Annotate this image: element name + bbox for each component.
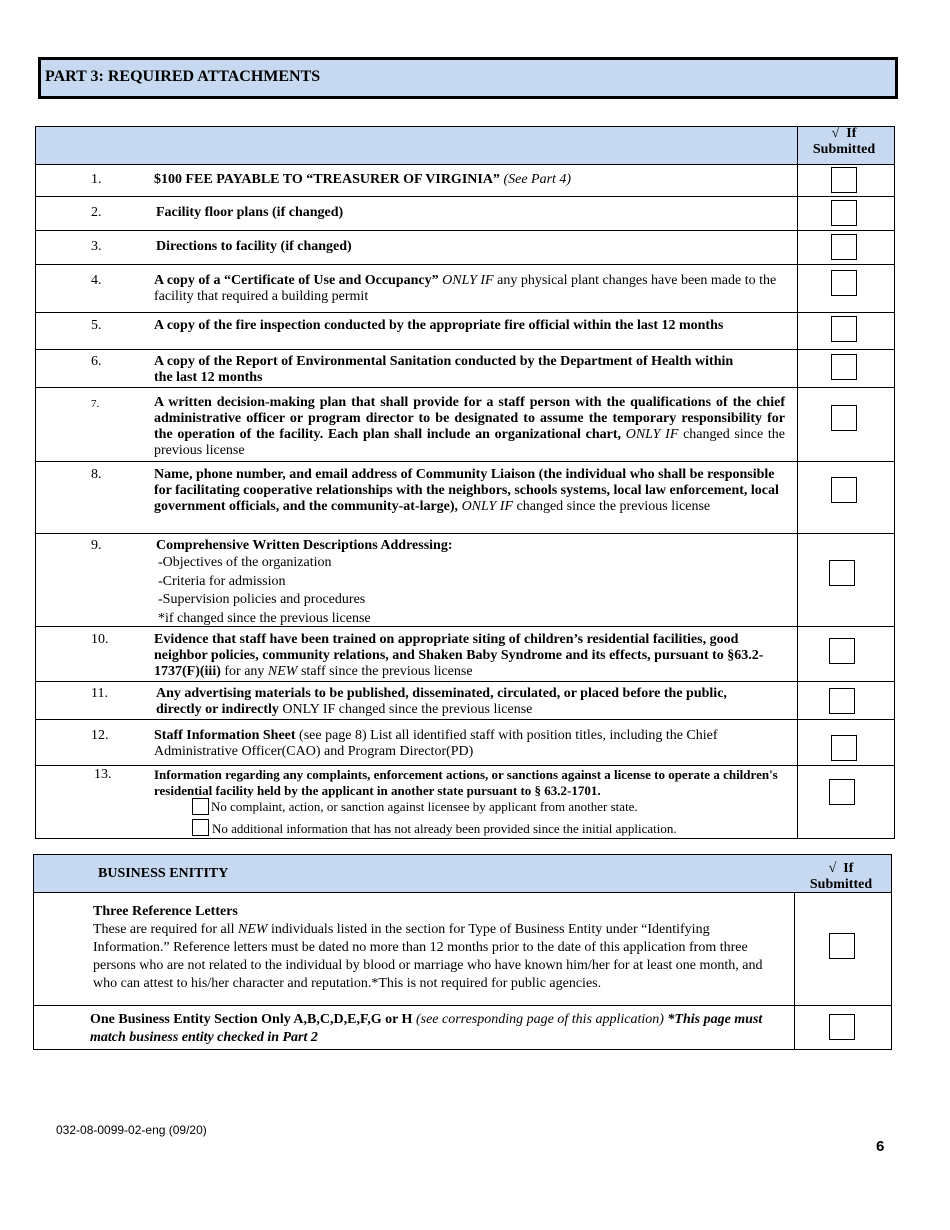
item-text: Staff Information Sheet (see page 8) List all identified staff with position titles, including the Chief Administrative Officer(CAO) and Program Director(PD) (154, 728, 718, 759)
reference-letters-title: Three Reference Letters (93, 904, 238, 919)
item-5-checkbox[interactable] (831, 316, 857, 342)
business-entity-title: BUSINESS ENITITY (98, 866, 229, 881)
part3-title: PART 3: REQUIRED ATTACHMENTS (45, 68, 321, 85)
business-section-text: One Business Entity Section Only A,B,C,D,E,F,G or H (see corresponding page of this application) *This page must match business entity checked in Part 2 (90, 1012, 763, 1045)
table-divider (797, 127, 798, 838)
item-text: Name, phone number, and email address of Community Liaison (the individual who shall be responsible for facilitating cooperative relationships with the neighbors, schools systems, local law enforcement, local government officials, and the community-at-large), ONLY IF changed since the previous license (154, 467, 779, 514)
item-number: 7. (91, 398, 100, 410)
item-number: 10. (91, 632, 109, 647)
table-divider (794, 892, 795, 1049)
no-additional-info-checkbox[interactable] (192, 819, 209, 836)
item-text: $100 FEE PAYABLE TO “TREASURER OF VIRGINIA” (See Part 4) (154, 172, 572, 187)
reference-letters-text: These are required for all NEW individuals listed in the section for Type of Business Entity under “Identifying Information.” Reference letters must be dated no more than 12 months prior to the date of this application from three persons who are not related to the individual by blood or marriage who have known him/her for at least one month, and who can attest to his/her character and reputation.*This is not required for public agencies. (93, 922, 763, 991)
item-number: 2. (91, 205, 102, 220)
item-text: A copy of the fire inspection conducted by the appropriate fire official within the last 12 months (154, 318, 724, 333)
item-sub-line: *if changed since the previous license (158, 611, 371, 626)
no-complaint-checkbox[interactable] (192, 798, 209, 815)
reference-letters-checkbox[interactable] (829, 933, 855, 959)
item-text: Information regarding any complaints, enforcement actions, or sanctions against a license to operate a children's residential facility held by the applicant in another state pursuant to § 63.2-1701. (154, 767, 778, 798)
item-9-checkbox[interactable] (829, 560, 855, 586)
item-text: Directions to facility (if changed) (156, 239, 352, 254)
item-text: A copy of a “Certificate of Use and Occupancy” ONLY IF any physical plant changes have been made to the facility that required a building permit (154, 273, 777, 304)
item-10-checkbox[interactable] (829, 638, 855, 664)
item-sub-line: -Objectives of the organization (158, 555, 332, 570)
item-3-checkbox[interactable] (831, 234, 857, 260)
item-number: 1. (91, 172, 102, 187)
item-number: 9. (91, 538, 102, 553)
attachments-table-header (36, 127, 894, 164)
item-number: 13. (94, 767, 112, 782)
item-text: Evidence that staff have been trained on appropriate siting of children’s residential facilities, good neighbor policies, community relations, and Shaken Baby Syndrome and its effects, pursuant to §63.2-1737(F)(iii) for any NEW staff since the previous license (154, 632, 764, 679)
item-number: 11. (91, 686, 108, 701)
item-text: A copy of the Report of Environmental Sanitation conducted by the Department of Health within the last 12 months (154, 354, 734, 385)
item-1-checkbox[interactable] (831, 167, 857, 193)
submitted-header: √ If Submitted (809, 861, 873, 892)
item-number: 12. (91, 728, 109, 743)
item-sub-line: -Supervision policies and procedures (158, 592, 366, 607)
item-number: 5. (91, 318, 102, 333)
item-2-checkbox[interactable] (831, 200, 857, 226)
item-text: Facility floor plans (if changed) (156, 205, 344, 220)
item-13-checkbox[interactable] (829, 779, 855, 805)
item-12-checkbox[interactable] (831, 735, 857, 761)
item-8-checkbox[interactable] (831, 477, 857, 503)
no-additional-info-label: No additional information that has not already been provided since the initial application. (212, 821, 677, 836)
item-11-checkbox[interactable] (829, 688, 855, 714)
item-7-checkbox[interactable] (831, 405, 857, 431)
item-number: 8. (91, 467, 102, 482)
part3-header (38, 57, 898, 99)
item-text: Any advertising materials to be published, disseminated, circulated, or placed before the public, directly or indirectly ONLY IF changed since the previous license (156, 686, 727, 717)
submitted-header: √ If Submitted (812, 126, 876, 157)
form-code: 032-08-0099-02-eng (09/20) (56, 1123, 207, 1137)
item-number: 3. (91, 239, 102, 254)
no-complaint-label: No complaint, action, or sanction against licensee by applicant from another state. (211, 799, 638, 814)
item-4-checkbox[interactable] (831, 270, 857, 296)
item-text: A written decision-making plan that shall provide for a staff person with the qualifications of the chief administrative officer or program director to be designated to assume the temporary responsibility for the operation of the facility. Each plan shall include an organizational chart, ONLY IF changed since the previous license (154, 395, 785, 458)
item-6-checkbox[interactable] (831, 354, 857, 380)
item-text: Comprehensive Written Descriptions Addressing: (156, 538, 453, 553)
item-sub-line: -Criteria for admission (158, 574, 286, 589)
page-number: 6 (876, 1138, 885, 1155)
business-section-checkbox[interactable] (829, 1014, 855, 1040)
item-number: 6. (91, 354, 102, 369)
item-number: 4. (91, 273, 102, 288)
